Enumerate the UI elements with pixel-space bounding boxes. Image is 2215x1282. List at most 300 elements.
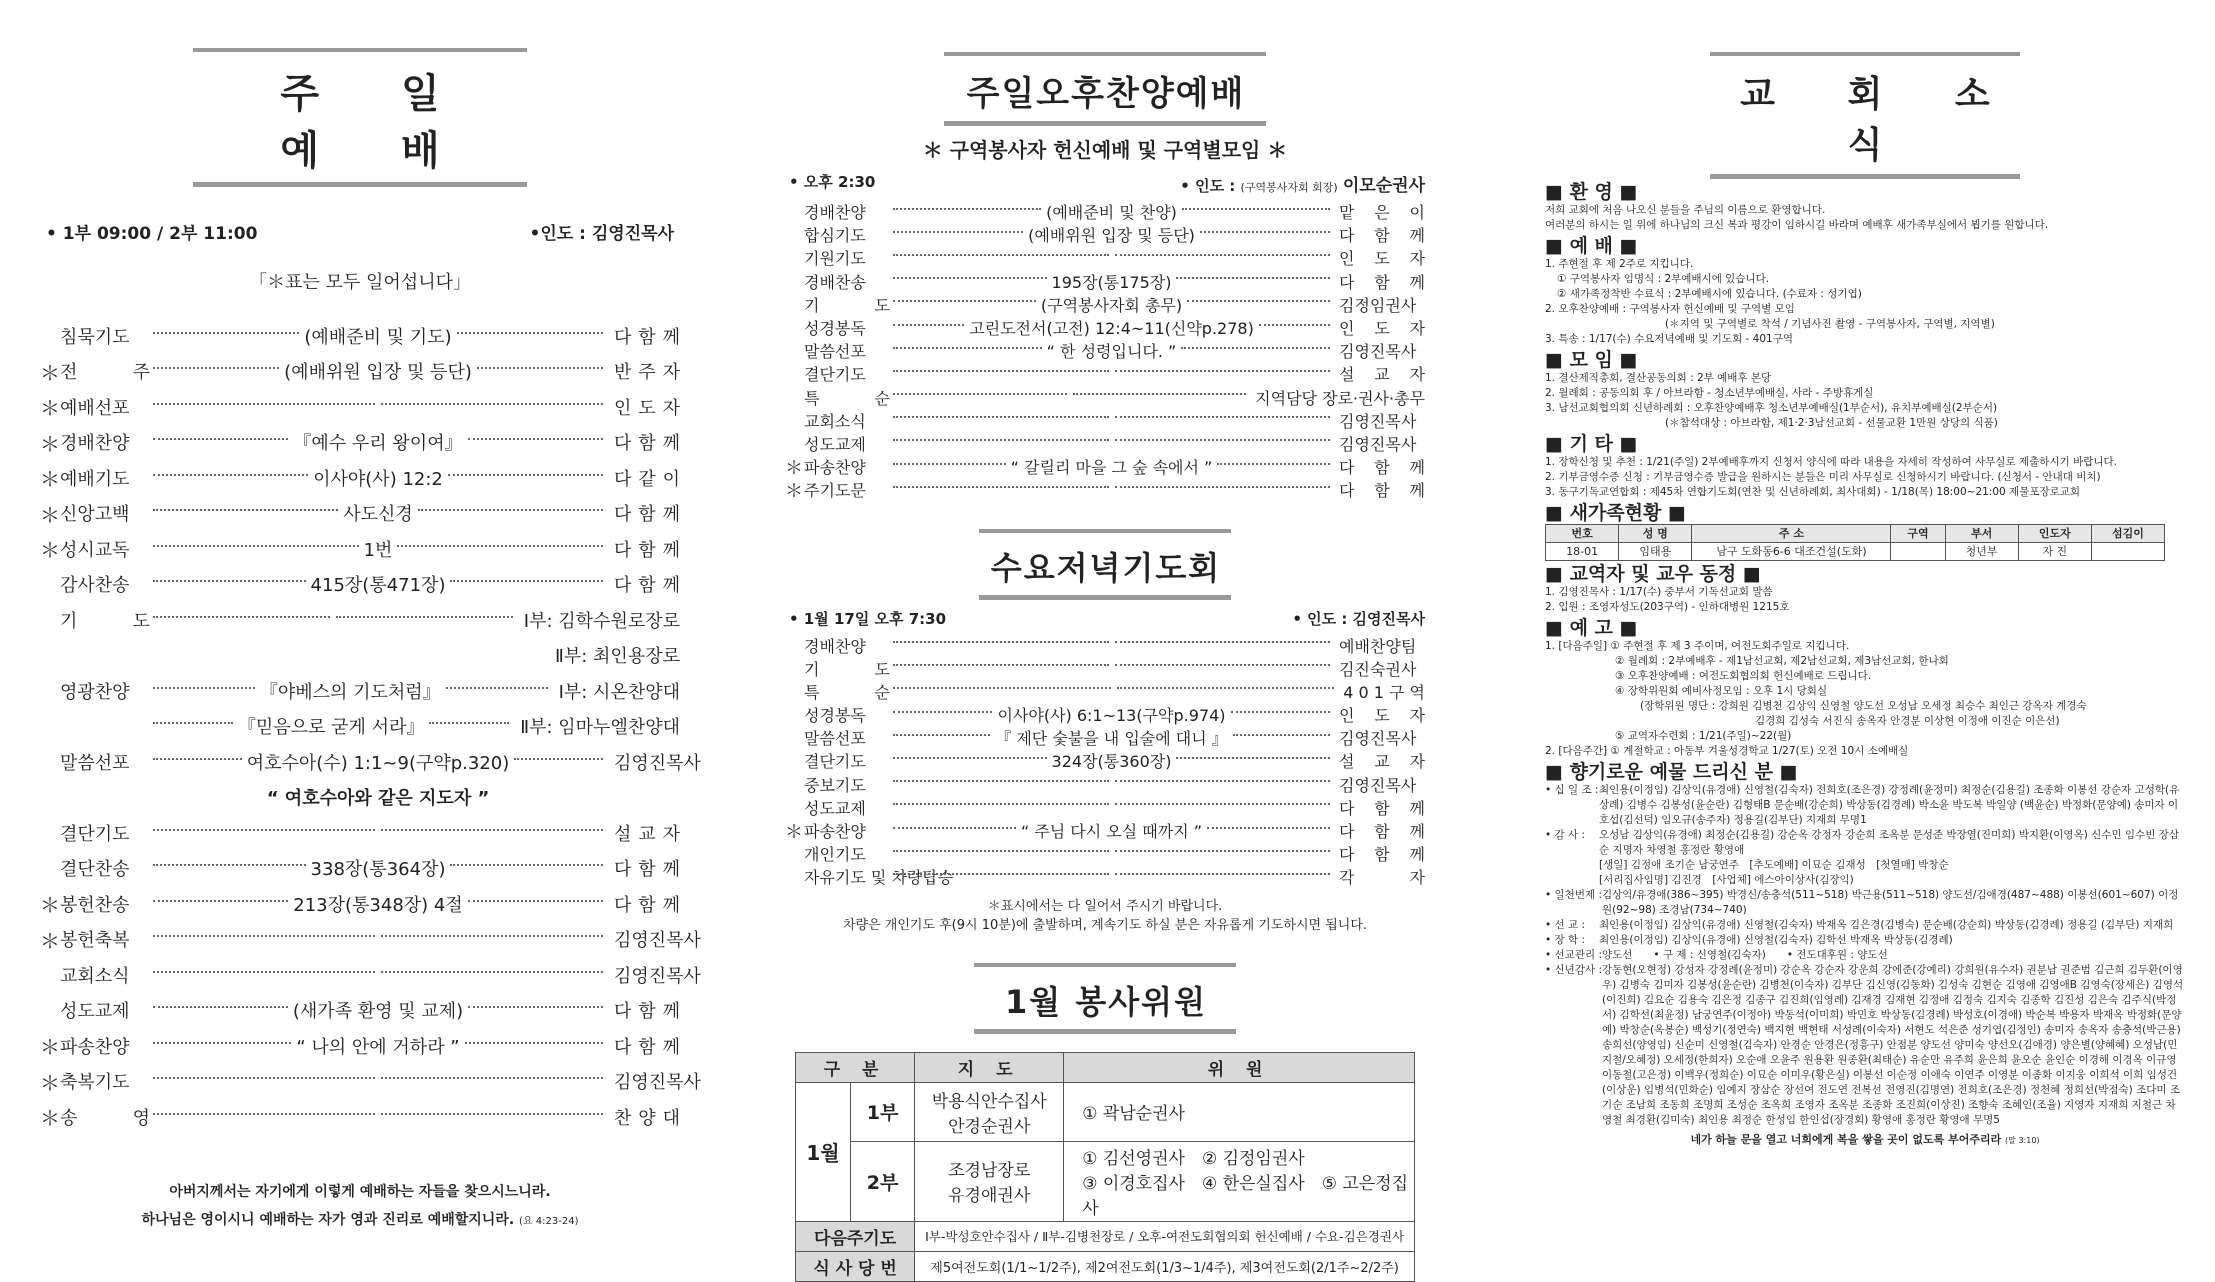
order-content: 『야베스의 기도처럼』 <box>259 681 441 703</box>
stand-mark: ＊ <box>40 538 60 563</box>
order-label: 특 순 <box>804 682 890 702</box>
gift-names: [생일] 김정애 조기순 남궁연주 [추도예배] 이묘순 김재성 [첫열매] 박창순 <box>1599 859 1949 871</box>
wednesday-header <box>785 608 1425 629</box>
order-content-wrap <box>890 442 1333 444</box>
order-label: 예배선포 <box>60 397 130 419</box>
service-members-2: ① 김선영권사 ② 김정임권사 ③ 이경호집사 ④ 한은실집사 ⑤ 고은정집사 <box>1064 1141 1415 1221</box>
order-label: 기 도 <box>804 659 890 679</box>
order-content: “ 주님 다시 오실 때까지 ” <box>1020 822 1203 842</box>
order-label: 파송찬양 <box>60 1036 130 1058</box>
order-content-wrap <box>150 784 606 810</box>
order-label: 성경봉독 <box>804 319 866 339</box>
order-row <box>785 703 1425 726</box>
stand-mark: ＊ <box>40 467 60 492</box>
notice-line-2: ② 월례회 : 2부예배후 - 제1남선교회, 제2남선교회, 제3남선교회, 한나회 <box>1615 655 1949 667</box>
order-row <box>785 842 1425 865</box>
order-label: 축복기도 <box>60 1072 130 1094</box>
order-row <box>785 386 1425 409</box>
order-content: 『 제단 숯불을 내 입술에 대니 』 <box>995 729 1228 749</box>
order-content: “ 갈릴리 마을 그 숲 속에서 ” <box>1010 458 1213 478</box>
church-news-column <box>1545 0 2185 1240</box>
order-row <box>40 425 680 461</box>
welcome-line-1: 저희 교회에 처음 나오신 분들을 주님의 이름으로 환영합니다. <box>1545 204 1826 216</box>
order-content-wrap <box>150 891 606 917</box>
order-person: 각 자 <box>1339 868 1425 888</box>
family-th-no: 번호 <box>1546 525 1619 543</box>
order-content-wrap <box>890 316 1333 339</box>
order-label: 송 영 <box>60 1107 150 1129</box>
order-content-wrap <box>150 1116 606 1118</box>
service-meal-label: 식 사 당 번 <box>796 1251 915 1281</box>
order-content-wrap <box>890 644 1333 646</box>
order-person: 인 도 자 <box>1339 319 1425 339</box>
order-content: 1번 <box>363 539 393 561</box>
order-person: 설 교 자 <box>1339 752 1425 772</box>
order-row <box>785 633 1425 656</box>
order-row <box>40 815 680 851</box>
order-person: Ⅱ부: 최인용장로 <box>555 646 680 668</box>
order-person: 다 함 께 <box>614 433 680 455</box>
etc-line-2: 2. 기부금영수증 신청 : 기부금영수증 발급을 원하시는 분들은 미리 사무실로 신청하시기 바랍니다. (신청서 - 안내대 비치) <box>1545 471 2101 483</box>
order-content-wrap <box>890 667 1333 669</box>
order-content-wrap <box>890 223 1333 246</box>
stand-mark: ＊ <box>785 821 803 843</box>
order-content-wrap <box>890 455 1333 478</box>
family-th-address: 주 소 <box>1692 525 1891 543</box>
order-content-wrap <box>150 855 606 881</box>
worship-line-5: (＊지역 및 구역별로 착석 / 기념사진 촬영 - 구역봉사자, 구역별, 지역별) <box>1665 318 1995 330</box>
order-content: (예배위원 입장 및 등단) <box>1028 226 1195 246</box>
wednesday-note-2: 차량은 개인기도 후(9시 10분)에 출발하며, 계속기도 하실 분은 자유롭게 기도하시면 됩니다. <box>842 917 1368 933</box>
order-label: 결단찬송 <box>60 859 130 881</box>
news-body <box>1545 181 2185 1148</box>
service-members-1: ① 곽남순권사 <box>1064 1082 1415 1141</box>
order-label: 경배찬양 <box>804 636 866 656</box>
order-person: 다 함 께 <box>614 504 680 526</box>
order-person: 인 도 자 <box>1339 249 1425 269</box>
sunday-leader: •인도 : 김영진목사 <box>529 224 674 244</box>
order-row <box>785 819 1425 842</box>
family-th-helper: 섬김이 <box>2091 525 2164 543</box>
gift-names: 강동현(오현정) 강성자 강정례(윤정미) 강순옥 강순자 강운희 강에준(강예리) 강희원(유수자) 권분남 권준범 김근희 김두환(이영우) 김병숙 김미자 김봉성(윤순란) 김병천(이숙자) 김부단 김신영(김동화) 김성숙 김현순 김영애 김영애B 김영숙(장세은) 김영석(이진희) 김요순 김용숙 김은정 김종구 김진희(임영례) 김재경 김재현 김정애 김정숙 김지숙 김종학 김진성 김은숙 김주식(박정서) 김학선(최윤정) 남궁연주(이정아) 박동석(이미희) 박민호 박상동(김경례) 박성호(이경애) 박순복 박용자 박재옥 박정화(문양예) 박창순(옥봉순) 백성기(정연숙) 백지현 백현태 서성례(이숙자) 서현도 석은준 성기엽(김정인) 송미자 송옥자 송충석(박근용) 송희선(양영임) 신순미 신영철(김숙자) 안경순 안경은(정흥구) 안점분 양도선 양미숙 양선오(김애경) 양은별(양혜혜) 오성남(민지철/오혜정) 오세정(한희자) 오순애 오윤주 원용환 원종환(최태순) 유순만 유주희 윤은희 윤오순 윤인순 이경해 이경옥 이규영 이동철(고은정) 이백우(정희순) 이묘순 이미우(황은실) 이봉선 이순정 이애숙 이연주 이영분 이종화 이지웅 이희석 이희 임성건(이상운) 임병석(민화순) 임예지 장삼순 장선여 전도연 전복선 전영진(김명연) 전희호(조은경) 정천혜 정희선(박점숙) 조다미 조기순 조남희 조동희 조명희 조성순 조옥희 조영자 조옥분 조종화 조진희(이상진) 조향숙 조혜인(조율) 지영자 지재희 지철근 차영철 최경환(김미숙) 최인용 최정순 한성임 한인섭(장경회) 황영애 홍정란 황영애 무명5 <box>1601 964 2184 1126</box>
afternoon-time: • 오후 2:30 <box>789 173 876 191</box>
order-row <box>40 638 680 674</box>
order-label: 성시교독 <box>60 539 130 561</box>
gift-names: [서리집사임명] 김진경 [사업체] 에스아이상사(김장익) <box>1599 874 1854 886</box>
order-person: 다 함 께 <box>1339 458 1425 478</box>
order-label: 기 도 <box>804 295 890 315</box>
family-address: 남구 도화동6-6 대조건설(도화) <box>1692 543 1891 561</box>
service-header-part: 구 분 <box>796 1052 915 1082</box>
order-label: 말씀선포 <box>60 752 130 774</box>
order-content: 사도신경 <box>343 504 413 526</box>
sunday-time: • 1부 09:00 / 2부 11:00 <box>46 224 258 244</box>
worship-line-1: 1. 주현절 후 제 2주로 지킵니다. <box>1545 258 1694 270</box>
notice-line-6: 김경희 김성숙 서진식 송옥자 안경분 이상현 이정애 이진순 이은선) <box>1755 715 2060 727</box>
service-part-2: 2부 <box>851 1141 915 1221</box>
stand-mark: ＊ <box>785 480 803 502</box>
order-person: 다 함 께 <box>614 894 680 916</box>
order-content-wrap <box>150 536 606 562</box>
order-row <box>40 1028 680 1064</box>
stand-mark: ＊ <box>40 893 60 918</box>
order-content-wrap <box>150 678 551 704</box>
gift-list <box>1545 783 2185 1128</box>
order-content-wrap <box>150 465 606 491</box>
family-th-dept: 부서 <box>1945 525 2018 543</box>
order-content-wrap <box>890 489 1333 491</box>
order-content: “ 한 성령입니다. ” <box>1046 342 1177 362</box>
gift-names: 최인용(이정임) 김상익(유경애) 신영철(김숙자) 박재옥 김은경(김병숙) 문순배(강순희) 박상동(김경례) 정용길 (김부단) 지재희 <box>1599 919 2174 931</box>
afternoon-subtitle: ＊ 구역봉사자 헌신예배 및 구역별모임 ＊ <box>922 138 1288 162</box>
order-row <box>785 200 1425 223</box>
order-person: Ⅱ부: 임마누엘찬양대 <box>520 717 680 739</box>
order-content-wrap <box>890 293 1333 316</box>
order-row <box>785 223 1425 246</box>
order-person: 김영진목사 <box>1339 775 1417 795</box>
order-content-wrap <box>890 200 1333 223</box>
service-part-1: 1부 <box>851 1082 915 1141</box>
gift-category <box>1545 858 1599 873</box>
pastor-heading: ■ 교역자 및 교우 동정 ■ <box>1545 563 1761 585</box>
order-row <box>40 354 680 390</box>
stand-mark: ＊ <box>40 1070 60 1095</box>
gift-entry <box>1545 828 2185 858</box>
order-content-wrap <box>150 938 606 940</box>
order-person: Ⅰ부: 시온찬양대 <box>558 681 680 703</box>
order-person: 김영진목사 <box>614 752 701 774</box>
order-content-wrap <box>150 713 512 739</box>
order-row <box>40 744 701 780</box>
order-row <box>40 496 680 532</box>
notice-heading: ■ 예 고 ■ <box>1545 617 1638 639</box>
order-person: 예배찬양팀 <box>1339 636 1417 656</box>
order-person: 다 함 께 <box>614 1036 680 1058</box>
service-next-row <box>796 1221 1415 1251</box>
wednesday-time: • 1월 17일 오후 7:30 <box>789 610 947 629</box>
order-label: 개인기도 <box>804 845 866 865</box>
order-label: 감사찬송 <box>60 575 130 597</box>
sunday-notice: 「＊표는 모두 일어섭니다」 <box>249 272 471 293</box>
wednesday-order-list <box>785 633 1425 888</box>
order-content: 고린도전서(고전) 12:4~11(신약p.278) <box>969 319 1254 339</box>
order-person: 설 교 자 <box>614 823 680 845</box>
order-person: 김진숙권사 <box>1339 659 1417 679</box>
gift-entry <box>1545 933 2185 948</box>
gift-entry <box>1545 858 2185 873</box>
order-label: 합심기도 <box>804 226 866 246</box>
order-content-wrap <box>150 832 606 834</box>
gift-entry <box>1545 963 2185 1128</box>
order-content: (예배준비 및 찬양) <box>1046 203 1177 223</box>
service-month: 1월 <box>796 1082 851 1221</box>
order-person: 다 함 께 <box>614 859 680 881</box>
order-label: 기 도 <box>60 610 150 632</box>
order-person: 김정임권사 <box>1339 295 1417 315</box>
order-person: 다 함 께 <box>1339 272 1425 292</box>
order-label: 성도교제 <box>804 434 866 454</box>
family-no: 18-01 <box>1546 543 1619 561</box>
welcome-line-2: 여러분의 하시는 일 위에 하나님의 크신 복과 평강이 임하시길 바라며 예배후 새가족부실에서 뵙기를 원합니다. <box>1545 219 2049 231</box>
order-row <box>785 432 1425 455</box>
notice-line-5: (장학위원 명단 : 강희원 김병천 김상익 신영철 양도선 오성남 오세정 최승수 최인근 강옥자 계경숙 <box>1640 700 2087 712</box>
order-row <box>785 246 1425 269</box>
service-row-2 <box>796 1141 1415 1221</box>
notice-line-8: 2. [다음주간] ① 계절학교 : 아동부 겨울성경학교 1/27(토) 오전 10시 소예배실 <box>1545 745 1909 757</box>
order-person: 다 함 께 <box>614 326 680 348</box>
gift-category: • 십 일 조 : <box>1545 784 1599 796</box>
sunday-worship-column <box>40 0 701 1240</box>
family-row <box>1546 543 2165 561</box>
gift-category: • 선 교 : <box>1545 919 1586 931</box>
order-person: 김영진목사 <box>1339 342 1417 362</box>
order-content-wrap <box>890 419 1333 421</box>
order-person: 다 함 께 <box>1339 798 1425 818</box>
order-label: 전 주 <box>60 362 150 384</box>
gift-category: • 일천번제 : <box>1545 889 1602 901</box>
order-content: “ 나의 안에 거하라 ” <box>296 1036 460 1058</box>
order-row <box>785 657 1425 680</box>
family-th-name: 성 명 <box>1619 525 1692 543</box>
service-header-leader: 지 도 <box>915 1052 1064 1082</box>
order-content-wrap <box>890 876 1333 878</box>
gift-category: • 장 학 : <box>1545 934 1586 946</box>
family-th-guide: 인도자 <box>2018 525 2091 543</box>
order-person: 찬 양 대 <box>614 1107 680 1129</box>
order-content: 여호수아(수) 1:1~9(구약p.320) <box>246 752 510 774</box>
verse-line-1: 아버지께서는 자기에게 이렇게 예배하는 자들을 찾으시느니라. <box>169 1183 551 1200</box>
gift-names: 최인용(이정임) 김상익(유경애) 신영철(김숙자) 전희호(조은경) 강정례(윤정미) 최정순(김용길) 조종화 이봉선 강순자 고성학(유상례) 김병수 김봉성(윤순란) 김형태B 문순배(강순희) 박상동(김경례) 박소윤 박도복 박일양 (백윤순) 박정화(문양예) 송미자 이호섭(김선덕) 임오규(송주자) 정용길(김부단) 지재희 무명1 <box>1599 784 2180 826</box>
order-label: 침묵기도 <box>60 326 130 348</box>
family-helper <box>2091 543 2164 561</box>
order-row <box>40 531 680 567</box>
gift-category: • 선교관리 : <box>1545 949 1602 961</box>
order-label: 교회소식 <box>60 965 130 987</box>
service-next-value: Ⅰ부-박성호안수집사 / Ⅱ부-김병천장로 / 오후-여전도회협의회 헌신예배 / 수요-김은경권사 <box>915 1221 1415 1251</box>
order-content: 195장(통175장) <box>1051 272 1172 292</box>
order-row <box>40 673 680 709</box>
meeting-line-3: 3. 남선교회협의회 신년하례회 : 오후찬양예배후 청소년부예배실(1부순서), 유치부예배실(2부순서) <box>1545 402 1998 414</box>
order-content: (새가족 환영 및 교제) <box>292 1001 464 1023</box>
family-heading: ■ 새가족현황 ■ <box>1545 502 1686 524</box>
family-table <box>1545 524 2165 561</box>
order-label: 기원기도 <box>804 249 866 269</box>
wednesday-leader: • 인도 : 김영진목사 <box>1292 610 1425 629</box>
service-header-members: 위 원 <box>1064 1052 1415 1082</box>
order-content-wrap <box>890 257 1333 259</box>
order-content: 『예수 우리 왕이여』 <box>293 433 463 455</box>
order-person: 다 함 께 <box>614 575 680 597</box>
order-content: 324장(통360장) <box>1051 752 1172 772</box>
notice-line-4: ④ 장학위원회 예비사정모임 : 오후 1시 당회실 <box>1615 685 1828 697</box>
afternoon-order-list <box>785 200 1425 501</box>
gift-names: 양도선 • 구 제 : 신영철(김숙자) • 전도대후원 : 양도선 <box>1601 949 1888 961</box>
order-label: 결단기도 <box>60 823 130 845</box>
sunday-verse <box>40 1181 680 1229</box>
order-content-wrap <box>150 406 606 408</box>
notice-line-3: ③ 오후찬양예배 : 여전도회협의회 헌신예배로 드립니다. <box>1615 670 1872 682</box>
afternoon-title: 주일오후찬양예배 <box>944 52 1266 126</box>
order-person: 김영진목사 <box>1339 411 1417 431</box>
notice-line-1: 1. [다음주일] ① 주현절 후 제 3 주이며, 여전도회주일로 지킵니다. <box>1545 640 1850 652</box>
gift-heading: ■ 향기로운 예물 드리신 분 ■ <box>1545 761 1798 783</box>
order-row <box>40 957 701 993</box>
gift-entry <box>1545 888 2185 918</box>
afternoon-leader: • 인도 : (구역봉사자회 회장) 이모순권사 <box>1180 176 1425 196</box>
gift-names: 오성남 김상익(유경애) 최정순(김용길) 강순옥 강정자 강순희 조옥분 문성준 박장열(진미희) 박지환(이영옥) 신수민 임수빈 장삼순 지명자 차영철 홍정란 황영애 <box>1599 829 2179 856</box>
order-content: 이사야(사) 6:1~13(구약p.974) <box>997 706 1226 726</box>
sunday-title: 주 일 예 배 <box>193 48 527 187</box>
order-content-wrap <box>150 1080 606 1082</box>
order-person: 김영진목사 <box>614 1072 701 1094</box>
order-person: 인 도 자 <box>1339 706 1425 726</box>
order-row <box>785 680 1425 703</box>
order-content-wrap <box>890 270 1333 293</box>
meeting-line-4: (＊참석대상 : 아브라함, 제1·2·3남선교회 - 선물교환 1만원 상당의 식품) <box>1665 417 1998 429</box>
service-table <box>795 1052 1415 1282</box>
service-row-1 <box>796 1082 1415 1141</box>
order-person: 김영진목사 <box>614 930 701 952</box>
family-name: 임태용 <box>1619 543 1692 561</box>
service-meal-value: 제5여전도회(1/1~1/2주), 제2여전도회(1/3~1/4주), 제3여전도회(2/1주~2/2주) <box>915 1251 1415 1281</box>
family-district <box>1891 543 1945 561</box>
gift-category: • 신년감사 : <box>1545 964 1602 976</box>
order-row <box>785 409 1425 432</box>
closing-verse: 네가 하늘 문을 열고 너희에게 복을 쌓을 곳이 없도록 부어주리라 (말 3:10) <box>1690 1133 2040 1146</box>
order-label: 성도교제 <box>60 1001 130 1023</box>
family-header-row <box>1546 525 2165 543</box>
order-row <box>785 478 1425 501</box>
order-row <box>785 455 1425 478</box>
order-row <box>785 796 1425 819</box>
afternoon-header <box>785 171 1425 196</box>
order-row <box>40 780 680 816</box>
order-content: 338장(통364장) <box>310 859 446 881</box>
meeting-heading: ■ 모 임 ■ <box>1545 349 1638 371</box>
order-content-wrap <box>890 783 1333 785</box>
order-row <box>785 316 1425 339</box>
order-row <box>785 362 1425 385</box>
order-content-wrap <box>890 703 1333 726</box>
order-content: 이사야(사) 12:2 <box>313 468 443 490</box>
order-row <box>40 460 680 496</box>
order-content-wrap <box>890 726 1333 749</box>
order-row <box>785 339 1425 362</box>
wednesday-note-1: ＊표시에서는 다 일어서 주시기 바랍니다. <box>987 898 1223 914</box>
stand-mark: ＊ <box>40 502 60 527</box>
order-row <box>40 851 680 887</box>
stand-mark: ＊ <box>40 1035 60 1060</box>
service-next-label: 다음주기도 <box>796 1221 915 1251</box>
order-content: “ 여호수아와 같은 지도자 ” <box>266 788 490 810</box>
order-content-wrap <box>150 619 516 621</box>
service-title: 1월 봉사위원 <box>974 963 1236 1034</box>
order-label: 특 순 <box>804 388 890 408</box>
order-content-wrap <box>890 819 1333 842</box>
order-content-wrap <box>890 806 1333 808</box>
etc-line-1: 1. 장학신청 및 추천 : 1/21(주일) 2부예배후까지 신청서 양식에 따라 내용을 자세히 작성하여 사무실로 제출하시기 바랍니다. <box>1545 456 2117 468</box>
order-label: 경배찬송 <box>804 272 866 292</box>
order-person: 지역담당 장로·권사·총무 <box>1255 388 1425 408</box>
order-row <box>40 709 680 745</box>
order-row <box>785 773 1425 796</box>
meeting-line-2: 2. 월례회 : 공동의회 후 / 아브라함 - 청소년부예배실, 사라 - 주방휴게실 <box>1545 387 1874 399</box>
order-content-wrap <box>150 500 606 526</box>
order-row <box>785 749 1425 772</box>
order-content-wrap <box>150 358 606 384</box>
order-person: 다 같 이 <box>614 468 680 490</box>
order-person: 다 함 께 <box>1339 845 1425 865</box>
order-label: 말씀선포 <box>804 729 866 749</box>
order-content-wrap <box>150 974 606 976</box>
order-label: 결단기도 <box>804 365 866 385</box>
order-person: 다 함 께 <box>614 1001 680 1023</box>
order-label: 중보기도 <box>804 775 866 795</box>
gift-names: 김상익/유경애(386~395) 박경신/송충석(511~518) 박근용(511~518) 양도선/김애경(487~488) 이봉선(601~607) 이정원(92~98) 조경남(734~740) <box>1601 889 2179 916</box>
order-label: 말씀선포 <box>804 342 866 362</box>
gift-entry <box>1545 948 2185 963</box>
order-row <box>40 993 680 1029</box>
worship-heading: ■ 예 배 ■ <box>1545 235 1638 257</box>
gift-entry <box>1545 873 2185 888</box>
order-label: 신앙고백 <box>60 504 130 526</box>
order-row <box>40 602 680 638</box>
order-label: 파송찬양 <box>804 822 866 842</box>
order-label: 파송찬양 <box>804 458 866 478</box>
stand-mark: ＊ <box>40 1106 60 1131</box>
order-content: (예배위원 입장 및 등단) <box>284 362 472 384</box>
order-label: 예배기도 <box>60 468 130 490</box>
worship-line-2: ① 구역봉사자 임명식 : 2부예배시에 있습니다. <box>1557 273 1770 285</box>
order-content-wrap <box>890 853 1333 855</box>
order-content: 213장(통348장) 4절 <box>293 894 463 916</box>
order-label: 성경봉독 <box>804 706 866 726</box>
order-row <box>40 886 680 922</box>
order-label: 결단기도 <box>804 752 866 772</box>
order-label: 자유기도 및 차량탑승 <box>804 868 954 888</box>
etc-heading: ■ 기 타 ■ <box>1545 433 1638 455</box>
sunday-header <box>40 219 680 244</box>
welcome-heading: ■ 환 영 ■ <box>1545 181 1638 203</box>
sunday-order-list <box>40 318 701 1135</box>
pastor-line-2: 2. 입원 : 조영자성도(203구역) - 인하대병원 1215호 <box>1545 601 1790 613</box>
order-person: Ⅰ부: 김학수원로장로 <box>523 610 680 632</box>
stand-mark: ＊ <box>40 396 60 421</box>
order-row <box>40 1064 701 1100</box>
order-person: 반 주 자 <box>614 362 680 384</box>
order-label: 경배찬양 <box>804 203 866 223</box>
order-label: 영광찬양 <box>60 681 130 703</box>
verse-line-2: 하나님은 영이시니 예배하는 자가 영과 진리로 예배할지니라. (요 4:23-24) <box>141 1211 579 1228</box>
meeting-line-1: 1. 결산제직총회, 결산공동의회 : 2부 예배후 본당 <box>1545 372 1772 384</box>
order-content-wrap <box>150 323 606 349</box>
order-row <box>785 726 1425 749</box>
order-content: (구역봉사자회 총무) <box>1040 295 1183 315</box>
order-person: 김영진목사 <box>1339 729 1417 749</box>
gift-entry <box>1545 783 2185 828</box>
worship-line-6: 3. 특송 : 1/17(수) 수요저녁예배 및 기도회 - 401구역 <box>1545 333 1794 345</box>
order-person: 4 0 1 구 역 <box>1343 682 1425 702</box>
order-content-wrap <box>150 571 606 597</box>
order-person: 김영진목사 <box>614 965 701 987</box>
service-leaders-1: 박용식안수집사 안경순권사 <box>915 1082 1064 1141</box>
order-content: 415장(통471장) <box>310 575 446 597</box>
gift-category: • 감 사 : <box>1545 829 1586 841</box>
stand-mark: ＊ <box>40 360 60 385</box>
order-content-wrap <box>150 997 606 1023</box>
order-person: 맡 은 이 <box>1339 203 1425 223</box>
gift-entry <box>1545 918 2185 933</box>
